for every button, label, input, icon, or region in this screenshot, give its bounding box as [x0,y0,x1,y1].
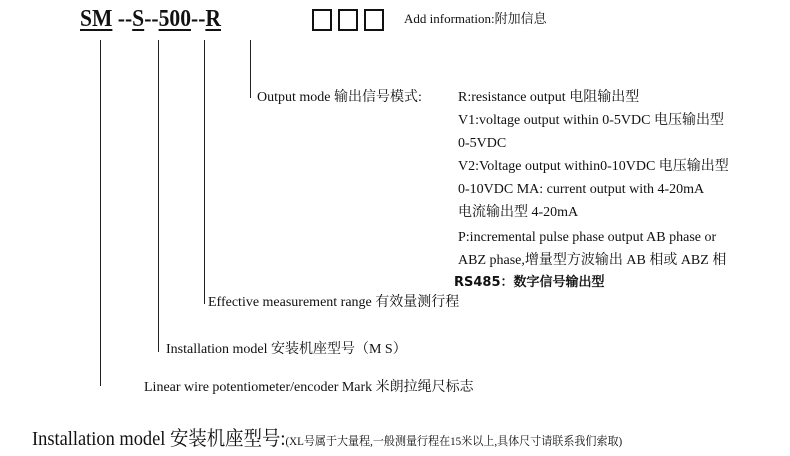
output-line: V1:voltage output within 0-5VDC 电压输出型 [458,113,724,128]
code-sep: -- [112,6,133,32]
range-label: Effective measurement range 有效量测行程 [208,295,460,310]
output-line: R:resistance output 电阻输出型 [458,90,640,105]
code-seg-sm: SM [80,6,113,32]
connector-sm [100,40,101,386]
connector-r [250,40,251,98]
info-box [364,9,384,31]
add-info-label: Add information:附加信息 [404,11,547,26]
code-seg-r: R [205,6,221,32]
output-mode-label: Output mode 输出信号模式: [257,90,422,105]
code-sep: -- [190,6,206,32]
footer-text [32,428,622,452]
footer-title: Installation model 安装机座型号: [32,428,286,450]
code-seg-s: S [132,6,145,32]
info-box [338,9,358,31]
connector-s [158,40,159,352]
connector-500 [204,40,205,304]
output-line: 0-10VDC MA: current output with 4-20mA [458,182,705,197]
output-line: 0-5VDC [458,136,507,151]
installation-label: Installation model 安装机座型号（M S） [166,342,407,357]
output-line: P:incremental pulse phase output AB phase or [458,230,717,245]
output-line: 电流输出型 4-20mA [458,205,579,220]
code-seg-500: 500 [158,6,191,32]
mark-label: Linear wire potentiometer/encoder Mark 米朗拉绳尺标志 [144,380,474,395]
model-code [80,6,221,33]
output-line: ABZ phase,增量型方波输出 AB 相或 ABZ 相 [458,253,727,268]
output-line-rs485: RS485：数字信号输出型 [454,275,605,290]
info-box [312,9,332,31]
output-line: V2:Voltage output within0-10VDC 电压输出型 [458,159,729,174]
footer-note: (XL号属于大量程,一般测量行程在15米以上,具体尺寸请联系我们索取) [285,434,623,448]
code-sep: -- [144,6,159,32]
